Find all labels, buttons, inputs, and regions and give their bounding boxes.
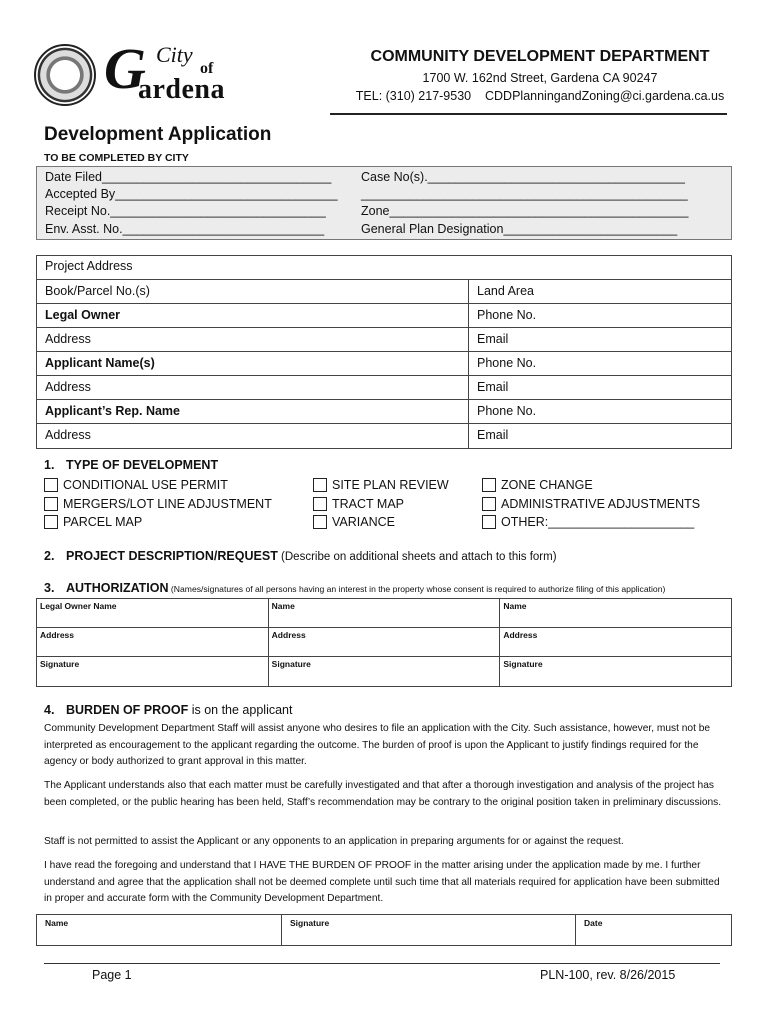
form-revision: PLN-100, rev. 8/26/2015 bbox=[540, 968, 676, 982]
table-row bbox=[37, 400, 731, 424]
receipt-no-field[interactable]: Receipt No._______________________________ bbox=[45, 204, 326, 218]
burden-paragraph-2: The Applicant understands also that each matter must be carefully investigated and that after a thorough investigation and analysis of the project has been completed, or the public hearing has been held, Staff’s recommendation may be contrary to the original position taken in preliminary discussions. bbox=[44, 780, 722, 808]
signature-cell[interactable]: Signature bbox=[503, 659, 543, 669]
department-contact: TEL: (310) 217-9530 CDDPlanningandZoning@ci.gardena.ca.us bbox=[355, 89, 725, 103]
case-no-field[interactable]: Case No(s)._____________________________________ bbox=[361, 170, 685, 184]
option-other[interactable]: OTHER:_____________________ bbox=[482, 515, 694, 529]
option-admin-adjustments[interactable]: ADMINISTRATIVE ADJUSTMENTS bbox=[482, 497, 700, 511]
checkbox[interactable] bbox=[482, 478, 496, 492]
zone-field[interactable]: Zone___________________________________________ bbox=[361, 204, 689, 218]
option-variance[interactable]: VARIANCE bbox=[313, 515, 395, 529]
option-parcel-map[interactable]: PARCEL MAP bbox=[44, 515, 142, 529]
table-row bbox=[37, 657, 731, 686]
section-4-heading: 4. BURDEN OF PROOF is on the applicant bbox=[44, 703, 293, 717]
legal-owner-name-cell[interactable]: Legal Owner Name bbox=[37, 599, 269, 627]
option-conditional-use[interactable]: CONDITIONAL USE PERMIT bbox=[44, 478, 228, 492]
table-row bbox=[37, 376, 731, 400]
department-name: COMMUNITY DEVELOPMENT DEPARTMENT bbox=[370, 48, 710, 65]
owner-address-field[interactable]: Address bbox=[37, 328, 469, 351]
applicant-name-field[interactable]: Applicant Name(s) bbox=[37, 352, 469, 375]
section-2-heading: 2. PROJECT DESCRIPTION/REQUEST (Describe on additional sheets and attach to this form) bbox=[44, 549, 557, 563]
sign-name-cell[interactable]: Name bbox=[37, 915, 282, 945]
checkbox[interactable] bbox=[482, 515, 496, 529]
applicant-phone-field[interactable]: Phone No. bbox=[477, 356, 537, 370]
date-filed-field[interactable]: Date Filed_________________________________ bbox=[45, 170, 332, 184]
authorization-table bbox=[36, 598, 732, 687]
rep-address-field[interactable]: Address bbox=[37, 424, 469, 448]
land-area-field[interactable]: Land Area bbox=[477, 284, 534, 298]
sign-signature-cell[interactable]: Signature bbox=[282, 915, 576, 945]
acknowledgement-sign-table bbox=[36, 914, 732, 946]
city-use-box bbox=[36, 166, 732, 240]
table-row bbox=[37, 424, 731, 448]
rep-email-field[interactable]: Email bbox=[477, 428, 509, 442]
city-seal-icon bbox=[34, 44, 96, 106]
burden-paragraph-3: Staff is not permitted to assist the Applicant or any opponents to an application in preparing arguments for or against the request. bbox=[44, 836, 624, 847]
name-cell[interactable]: Name bbox=[269, 599, 501, 627]
signature-cell[interactable]: Signature bbox=[37, 657, 269, 686]
city-logo: G City of ardena bbox=[104, 36, 225, 105]
city-use-label: TO BE COMPLETED BY CITY bbox=[44, 152, 189, 164]
address-cell[interactable]: Address bbox=[37, 628, 269, 656]
option-site-plan[interactable]: SITE PLAN REVIEW bbox=[313, 478, 449, 492]
name-cell[interactable]: Name bbox=[503, 601, 527, 611]
project-address-field[interactable]: Project Address bbox=[37, 256, 731, 280]
checkbox[interactable] bbox=[313, 497, 327, 511]
address-cell[interactable]: Address bbox=[503, 630, 538, 640]
page-title: Development Application bbox=[44, 124, 272, 145]
book-parcel-field[interactable]: Book/Parcel No.(s) bbox=[37, 280, 469, 303]
owner-phone-field[interactable]: Phone No. bbox=[477, 308, 537, 322]
option-tract-map[interactable]: TRACT MAP bbox=[313, 497, 404, 511]
table-row bbox=[37, 628, 731, 657]
applicant-info-table bbox=[36, 255, 732, 449]
burden-paragraph-4: I have read the foregoing and understand that I HAVE THE BURDEN OF PROOF in the matter arising under the application made by me. I further understand and agree that the application shall not be deemed complete until such time that all materials required for application have been submitted in proper and accurate form with the Community Development Department. bbox=[44, 860, 720, 904]
legal-owner-field[interactable]: Legal Owner bbox=[37, 304, 469, 327]
sign-date-cell[interactable]: Date bbox=[584, 918, 603, 928]
table-row bbox=[37, 352, 731, 376]
accepted-by-field[interactable]: Accepted By________________________________ bbox=[45, 187, 338, 201]
footer-rule bbox=[44, 963, 720, 964]
table-row bbox=[37, 599, 731, 628]
applicant-email-field[interactable]: Email bbox=[477, 380, 509, 394]
section-3-heading: 3. AUTHORIZATION (Names/signatures of all persons having an interest in the property whose consent is required to authorize filing of this application) bbox=[44, 581, 666, 595]
header-rule bbox=[330, 113, 727, 115]
department-address: 1700 W. 162nd Street, Gardena CA 90247 bbox=[422, 71, 658, 85]
checkbox[interactable] bbox=[44, 478, 58, 492]
checkbox[interactable] bbox=[482, 497, 496, 511]
checkbox[interactable] bbox=[313, 515, 327, 529]
rep-phone-field[interactable]: Phone No. bbox=[477, 404, 537, 418]
table-row bbox=[37, 280, 731, 304]
section-1-heading: 1. TYPE OF DEVELOPMENT bbox=[44, 458, 219, 472]
env-asst-no-field[interactable]: Env. Asst. No._____________________________ bbox=[45, 222, 325, 236]
checkbox[interactable] bbox=[44, 515, 58, 529]
option-mergers[interactable]: MERGERS/LOT LINE ADJUSTMENT bbox=[44, 497, 272, 511]
checkbox[interactable] bbox=[44, 497, 58, 511]
applicant-address-field[interactable]: Address bbox=[37, 376, 469, 399]
rep-name-field[interactable]: Applicant’s Rep. Name bbox=[37, 400, 469, 423]
owner-email-field[interactable]: Email bbox=[477, 332, 509, 346]
table-row bbox=[37, 328, 731, 352]
general-plan-field[interactable]: General Plan Designation_________________________ bbox=[361, 222, 678, 236]
table-row bbox=[37, 304, 731, 328]
address-cell[interactable]: Address bbox=[269, 628, 501, 656]
page-number: Page 1 bbox=[92, 968, 132, 982]
case-no-field-2[interactable]: _______________________________________________ bbox=[361, 187, 688, 201]
burden-paragraph-1: Community Development Department Staff will assist anyone who desires to file an application with the City. Such assistance, however, must not be interpreted as encouragement to the applicant regarding the outcome. The burden of proof is upon the Applicant to justify findings required for the agency or body authorized to grant approval in this matter. bbox=[44, 723, 711, 767]
checkbox[interactable] bbox=[313, 478, 327, 492]
option-zone-change[interactable]: ZONE CHANGE bbox=[482, 478, 593, 492]
signature-cell[interactable]: Signature bbox=[269, 657, 501, 686]
